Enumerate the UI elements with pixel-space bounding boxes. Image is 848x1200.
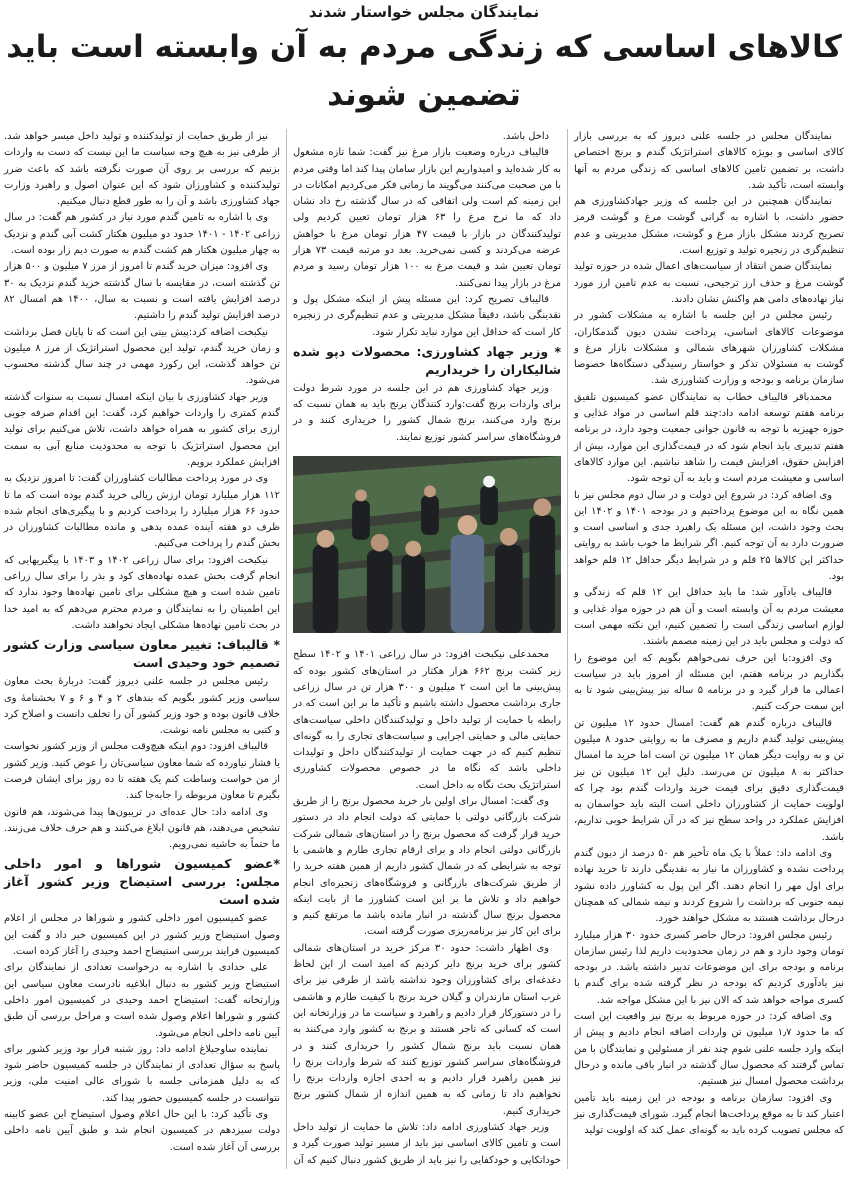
paragraph: وی افزود:با این حرف نمی‌خواهم بگویم که این موضوع را بگذاریم در برنامه هفتم، این مسئله از امروز باید در سیاست اعمالی ما قرار گیرد و در برنامه ۵ ساله نیز پیش‌بینی شود تا به این سمت حرکت کنیم. bbox=[574, 652, 845, 713]
paragraph: نمایندگان همچنین در این جلسه که وزیر جهادکشاورزی هم حضور داشت، با اشاره به گرانی گوشت مرغ و گوشت قرمز تصریح کردند مشکل بازار مرغ و گوشت، مشکل مدیریتی و عدم تنظیم‌گری در زنجیره تولید و توزیع است. bbox=[574, 196, 844, 257]
paragraph: وی اضافه کرد: در شروع این دولت و در سال دوم مجلس نیز با همین نگاه به این موضوع پرداختیم و در بودجه ۱۴۰۱ و ۱۴۰۲ این بحث وجود داشت، این مسئله یک راهبرد جدی و اساسی است و ضرورت دارد به آن توجه کنیم. اگر شرایط ما خوب باشد به روایتی حداکثر این کالاها ۲۵ قلم و در شرایط دیگر حداقل ۱۲ قلم خواهد بود. bbox=[574, 489, 845, 583]
paragraph: وزیر جهاد کشاورزی ادامه داد: تلاش ما حمایت از تولید داخل است و تامین کالای اساسی نیز باید از مسیر تولید صورت گیرد و خوداتکایی و خودکفایی را نیز باید از طریق کشور دنبال کنیم که آن bbox=[293, 1122, 561, 1166]
subhead: *عضو کمیسیون شوراها و امور داخلی مجلس: بررسی استیضاح وزیر کشور آغاز شده است bbox=[4, 856, 280, 908]
headline: کالاهای اساسی که زندگی مردم به آن وابسته است باید تضمین شوند bbox=[6, 29, 842, 113]
column-right bbox=[568, 129, 844, 1139]
paragraph: قالیباف تصریح کرد: این مسئله پیش از اینکه مشکل پول و نقدینگی باشد، دقیقاً مشکل مدیریتی و عدم تنظیم‌گری در زنجیره کار است که حداقل این موارد نباید تکرار شود. bbox=[293, 293, 561, 338]
paragraph: نیز از طریق حمایت از تولیدکننده و تولید داخل میسر خواهد شد. از طرفی نیز به هیچ وجه سیاست ما این نیست که دست به واردات بزنیم که بررسی بر روی آن صورت نگرفته باشد که باعث ضرر تولیدکننده و کشاورزان شود که این عنوان اصول و راهبرد وزارت جهاد کشاورزی باشد و آن را به طور قطع دنبال میکنیم. bbox=[4, 131, 280, 208]
paragraph: رئیس مجلس افزود: درحال حاضر کسری حدود ۳۰ هزار میلیارد تومان وجود دارد و هم در زمان محدودیت داریم لذا رئیس سازمان برنامه و بودجه برای این موضوعات تدبیر داشته باشد. در بودجه نیز یادآوری کردیم که بودجه در نظر گرفته شده برای گندم با کسری مواجه خواهد شد که الان نیز با این مشکل مواجه شد. bbox=[574, 929, 844, 1006]
paragraph: وزیر جهاد کشاورزی با بیان اینکه امسال نسبت به سنوات گذشته گندم کمتری را واردات خواهیم کرد، گفت: این اقدام صرفه جویی ارزی برای کشور به همراه خواهد داشت، تلاش می‌کنیم برای تولید این محصول استراتژیک با توجه به محدودیت منابع آبی به سمت افزایش عملکرد برویم. bbox=[4, 391, 280, 468]
paragraph: نماینده ساوجبلاغ ادامه داد: روز شنبه قرار بود وزیر کشور برای پاسخ به سؤال تعدادی از نمایندگان در جلسه کمیسیون حاضر شود که به دلیل همزمانی جلسه با شورای عالی امنیت ملی، وزیر نتوانست در جلسه کمیسیون حضور پیدا کند. bbox=[4, 1043, 280, 1104]
paragraph: علی حدادی با اشاره به درخواست تعدادی از نمایندگان برای استیضاح وزیر کشور به دنبال ابلاغیه نادرست معاون سیاسی این وزارتخانه گفت: استیضاح احمد وحیدی در کمیسیون امور داخلی کشور و شوراها اعلام وصول شده است و مراحل بررسی آن طبق آیین نامه داخلی انجام می‌شود. bbox=[4, 962, 280, 1039]
paragraph: قالیباف یادآور شد: ما باید حداقل این ۱۲ قلم که زندگی و معیشت مردم به آن وابسته است و آن هم در حوزه مواد غذایی و لوازم اساسی زندگی است را تضمین کنیم، این نکته مهمی است که دولت و مجلس باید در این زمینه مصمم باشند. bbox=[574, 587, 844, 648]
paragraph: رئیس مجلس در این جلسه با اشاره به مشکلات کشور در موضوعات کالاهای اساسی، پرداخت نشدن دیون گندمکاران، مشکلات کشاورزان شهرهای شمالی و مشکلات بازار مرغ و گوشت به مسئولان تذکر و خواستار رسیدگی دستگاه‌ها خصوصا سازمان برنامه و بودجه و وزارت کشاورزی شد. bbox=[574, 310, 844, 387]
column-left bbox=[4, 129, 286, 1156]
paragraph: وی افزود: میزان خرید گندم تا امروز از مرز ۷ میلیون و ۵۰۰ هزار تن گذشته است، در مقایسه با سال گذشته خرید گندم نزدیک به ۳۰ درصد افزایش یافته است و نسبت به سال، ۱۴۰۰ هم امسال ۸۲ درصد افزایش تولید گندم را داشتیم. bbox=[4, 261, 280, 322]
subhead: * وزیر جهاد کشاورزی: محصولات دپو شده شالیکاران را خریداریم bbox=[293, 343, 561, 377]
paragraph: وی اظهار داشت: حدود ۳۰ مرکز خرید در استان‌های شمالی کشور برای خرید برنج دایر کردیم که امید است از این لحاظ دغدغه‌ای برای کشاورزان وجود نداشته باشد از طرفی نیز برای غرب استان مازندران و گیلان خرید برنج با کیفیت طارم و هاشمی را در دستورکار قرار دادیم و راهبرد و سیاست ما در وزارتخانه این است که کسانی که تاجر هستند و برنج به کشور وارد می‌کنند به همان نسبت باید برنج شمال کشور را خریداری کنند و در فروشگاه‌های سراسر کشور توزیع کنند که شرط واردات برنج را نیز همین راهبرد قرار دادیم و به احدی اجازه واردات برنج را نخواهیم داد تا زمانی که به همین اندازه از شمال کشور برنج خریداری کنیم. bbox=[293, 942, 561, 1117]
paragraph: رئیس مجلس در جلسه علنی دیروز گفت: دربارهٔ بحث معاون سیاسی وزیر کشور بگویم که بندهای ۲ و ۴ و ۶ و ۷ بخشنامهٔ وی خلاف قانون بوده و خود وزیر کشور آن را تخلف دانست و اصلاح کرد و کتبی به مجلس نامه نوشت. bbox=[3, 676, 281, 737]
paragraph: وی ادامه داد: عملاً با یک ماه تأخیر هم ۵۰ درصد از دیون گندم پرداخت نشده و کشاورزان ما نیاز به نقدینگی دارند تا خرید نهاده برای اول مهر را انجام دهند. اگر این پول به کشاورز داده نشود نیمه جنوبی که برداشت را شروع کردند و نیمه شمالی که همچنان درحال برداشت هستند به مشکل خواهند خورد. bbox=[574, 848, 844, 925]
paragraph: وی ادامه داد: حال عده‌ای در تریبون‌ها پیدا می‌شوند، هم قانون تشخیص می‌دهند، هم قانون ابلاغ می‌کنند و هم حرف خلاف می‌زنند. ما حتماً به حاشیه نمی‌رویم. bbox=[4, 806, 280, 851]
paragraph: قالیباف درباره گندم هم گفت: امسال حدود ۱۲ میلیون تن پیش‌بینی تولید گندم داریم و مصرف ما به روایتی حدود ۸ میلیون تن و به روایت دیگر همان ۱۲ میلیون تن است اما خرید ما امسال حداکثر به ۸ میلیون تن می‌رسد. دلیل این ۱۲ میلیون تن نیز قیمت‌گذاری دقیق برای قیمت خرید واردات گندم بود چرا که اولویت حمایت از کشاورزان داخلی است البته باید حواسمان به افزایش عملکرد در واحد سطح نیز که در آن شرایط خوبی نداریم، باشد. bbox=[574, 717, 845, 843]
paragraph: وی تأکید کرد: با این حال اعلام وصول استیضاح این عضو کابینه دولت سیزدهم در کمیسیون انجام شد و طبق آیین نامه داخلی بررسی آن آغاز شده است. bbox=[4, 1109, 280, 1153]
paragraph: وی در مورد پرداخت مطالبات کشاورزان گفت: تا امروز نزدیک به ۱۱۲ هزار میلیارد تومان ارزش ریالی خرید گندم بوده است که ما تا حدود ۶۶ هزار میلیارد را پرداخت کردیم و با پیگیری‌های انجام شده ظرف دو هفته آینده عمده بدهی و مانده مطالبات کشاورزان در بخش گندم را پرداخت می‌کنیم. bbox=[4, 473, 281, 550]
paragraph: وی اضافه کرد: در حوزه مربوط به برنج نیز واقعیت این است که ما حدود ۱٫۷ میلیون تن واردات اضافه انجام دادیم و پیش از اینکه وارد جلسه علنی شوم چند نفر از مسئولین و نمایندگان با من تماس گرفتند که محصول سال گذشته در انبار باقی مانده و درحال برداشت محصول امسال نیز هستیم. bbox=[574, 1011, 844, 1088]
paragraph: وی گفت: امسال برای اولین بار خرید محصول برنج را از طریق شرکت بازرگانی دولتی با حمایتی که دولت انجام داد در دستور خرید قرار گرفت که محصول برنج را در استان‌های شمالی شرکت بازرگانی دولتی انجام داد و برای ارقام تجاری طارم و هاشمی با توجه به شرایطی که در شمال کشور داریم از همین هفته خرید را از طریق شرکت‌های بازرگانی و فروشگاه‌های زنجیره‌ای انجام خواهیم داد و تلاش ما بر این است کشاورز ما از بابت اینکه محصول برنج سال گذشته در انبار مانده باشد ما مرتفع کنیم و برای این کار نیز برنامه‌ریزی صورت گرفته است. bbox=[293, 796, 561, 938]
paragraph: داخل باشد. bbox=[502, 131, 549, 142]
paragraph: وزیر جهاد کشاورزی هم در این جلسه در مورد شرط دولت برای واردات برنج گفت:وارد کنندگان برنج باید به همان نسبت که برنج وارد می‌کنند، برنج شمال کشور را خریداری کنند و در فروشگاه‌های سراسر کشور توزیع نمایند. bbox=[293, 382, 561, 443]
column-middle bbox=[286, 129, 568, 1169]
paragraph: نیکبخت اضافه کرد:پیش بینی این است که تا پایان فصل برداشت و زمان خرید گندم، تولید این محصول استراتژیک از مرز ۸ میلیون تن خواهد گذشت، این رکورد مهمی در چند سال گذشته محسوب می‌شود. bbox=[4, 326, 281, 387]
subhead: * قالیباف: تغییر معاون سیاسی وزارت کشور تصمیم خود وحیدی است bbox=[4, 637, 280, 671]
paragraph: محمدعلی نیکبخت افزود: در سال زراعی ۱۴۰۱ و ۱۴۰۲ سطح زیر کشت برنج ۶۶۲ هزار هکتار در استان‌های کشور بوده که پیش‌بینی ما این است ۲ میلیون و ۳۰۰ هزار تن در سال زراعی جاری برداشت محصول داشته باشیم و تأکید ما بر این است که در رابطه با حمایت از تولید داخل و تولیدکنندگان داخلی سیاست‌های حمایتی مالی و حمایتی اجرایی و سیاست‌های تجاری را به گونه‌ای تنظیم کنیم که در جهت حمایت از تولیدکنندگان داخل و تولیدات داخلی باشد که نگاه ما در خصوص محصولات کشاورزی استراتژیک بحث نگاه به داخل است. bbox=[293, 649, 561, 791]
paragraph: نمایندگان مجلس در جلسه علنی دیروز که به بررسی بازار کالای اساسی و بویژه کالاهای استراتژیک گندم و برنج اختصاص داشت، بر تضمین تامین کالاهای اساسی که زندگی مردم به آنها وابسته است، تأکید شد. bbox=[574, 131, 844, 191]
columns bbox=[4, 129, 844, 1169]
paragraph: قالیباف افزود: دوم اینکه هیچ‌وقت مجلس از وزیر کشور نخواست یا فشار نیاورده که شما معاون سیاسی‌تان را عوض کنید. وزیر کشور از من خواست وساطت کنم یک هفته تا ده روز برای ایشان فرصت بگیرم تا معاون مربوطه را جابه‌جا کند. bbox=[4, 741, 280, 802]
paragraph: نیکبخت افزود: برای سال زراعی ۱۴۰۲ و ۱۴۰۳ با پیگیریهایی که انجام گرفت بخش عمده نهاده‌های کود و بذر را برای سال زراعی تامین شده است و هیچ مشکلی برای تامین نهاده‌ها وجود ندارد که این اطمینان را به نمایندگان و مردم محترم می‌دهم که به امید خدا در بحث تامین نهاده‌ها مشکلی ایجاد نخواهند داشت. bbox=[4, 554, 280, 631]
paragraph: نمایندگان ضمن انتقاد از سیاست‌های اعمال شده در حوزه تولید گوشت مرغ و حذف ارز ترجیحی، نسبت به عدم تامین ارز مورد نیاز نهاده‌های دامی هم واکنش نشان دادند. bbox=[574, 261, 844, 305]
paragraph: عضو کمیسیون امور داخلی کشور و شوراها در مجلس از اعلام وصول استیضاح وزیر کشور در این کمیسیون خبر داد و گفت این کمیسیون فرایند بررسی استیضاح احمد وحیدی را آغاز کرده است. bbox=[4, 913, 280, 958]
paragraph: محمدباقر قالیباف خطاب به نمایندگان عضو کمیسیون تلفیق برنامه هفتم توسعه ادامه داد:چند قلم اساسی در مواد غذایی و حوزه جهیزیه با توجه به قانون جوانی جمعیت وجود دارد، در برنامه هفتم تدبیری باید انجام شود که در قیمت‌گذاری این موارد، بیش از افزایش حقوق، افزایش قیمت را شاهد نباشیم. این موارد کالاهای اساسی و معیشت مردم است و باید به آن توجه شود. bbox=[574, 391, 844, 485]
paragraph: وی افزود: سازمان برنامه و بودجه در این زمینه باید تأمین اعتبار کند تا به موقع پرداخت‌ها انجام گیرد. شورای قیمت‌گذاری نیز که مجلس تصویب کرده باید به گونه‌ای عمل کند که اولویت تولید bbox=[574, 1092, 844, 1137]
kicker: نمایندگان مجلس خواستار شدند bbox=[308, 3, 540, 21]
paragraph: وی با اشاره به تامین گندم مورد نیاز در کشور هم گفت: در سال زراعی ۱۴۰۲ - ۱۴۰۱ حدود دو میلیون هکتار کشت آبی گندم و نزدیک به چهار میلیون هکتار هم کشت گندم به صورت دیم زار بوده است. bbox=[4, 212, 280, 257]
photo-image bbox=[293, 456, 561, 633]
paragraph: قالیباف درباره وضعیت بازار مرغ نیز گفت: شما تازه مشغول به کار شده‌اید و امیدواریم این بازار سامان پیدا کند اما وقتی مردم با من صحبت می‌کنند می‌گویند ما زمانی فکر می‌کردیم امکانات در این زمینه کم است ولی اتفاقی که در سال گذشته رخ داد نشان داد که ما نرخ مرغ را ۶۳ هزار تومان تعیین کردیم ولی تولیدکنندگان در بازار با قیمت ۴۷ هزار تومان مرغ با خواهش عرضه می‌کردند و کسی نمی‌خرید. بعد دو مرتبه قیمت ۷۳ هزار تومان تعیین شد و قیمت مرغ به ۱۰۰ هزار تومان رسید و مردم مرغ در بازار پیدا نمی‌کنند. bbox=[293, 147, 561, 289]
parliament-session-photo bbox=[293, 456, 561, 633]
